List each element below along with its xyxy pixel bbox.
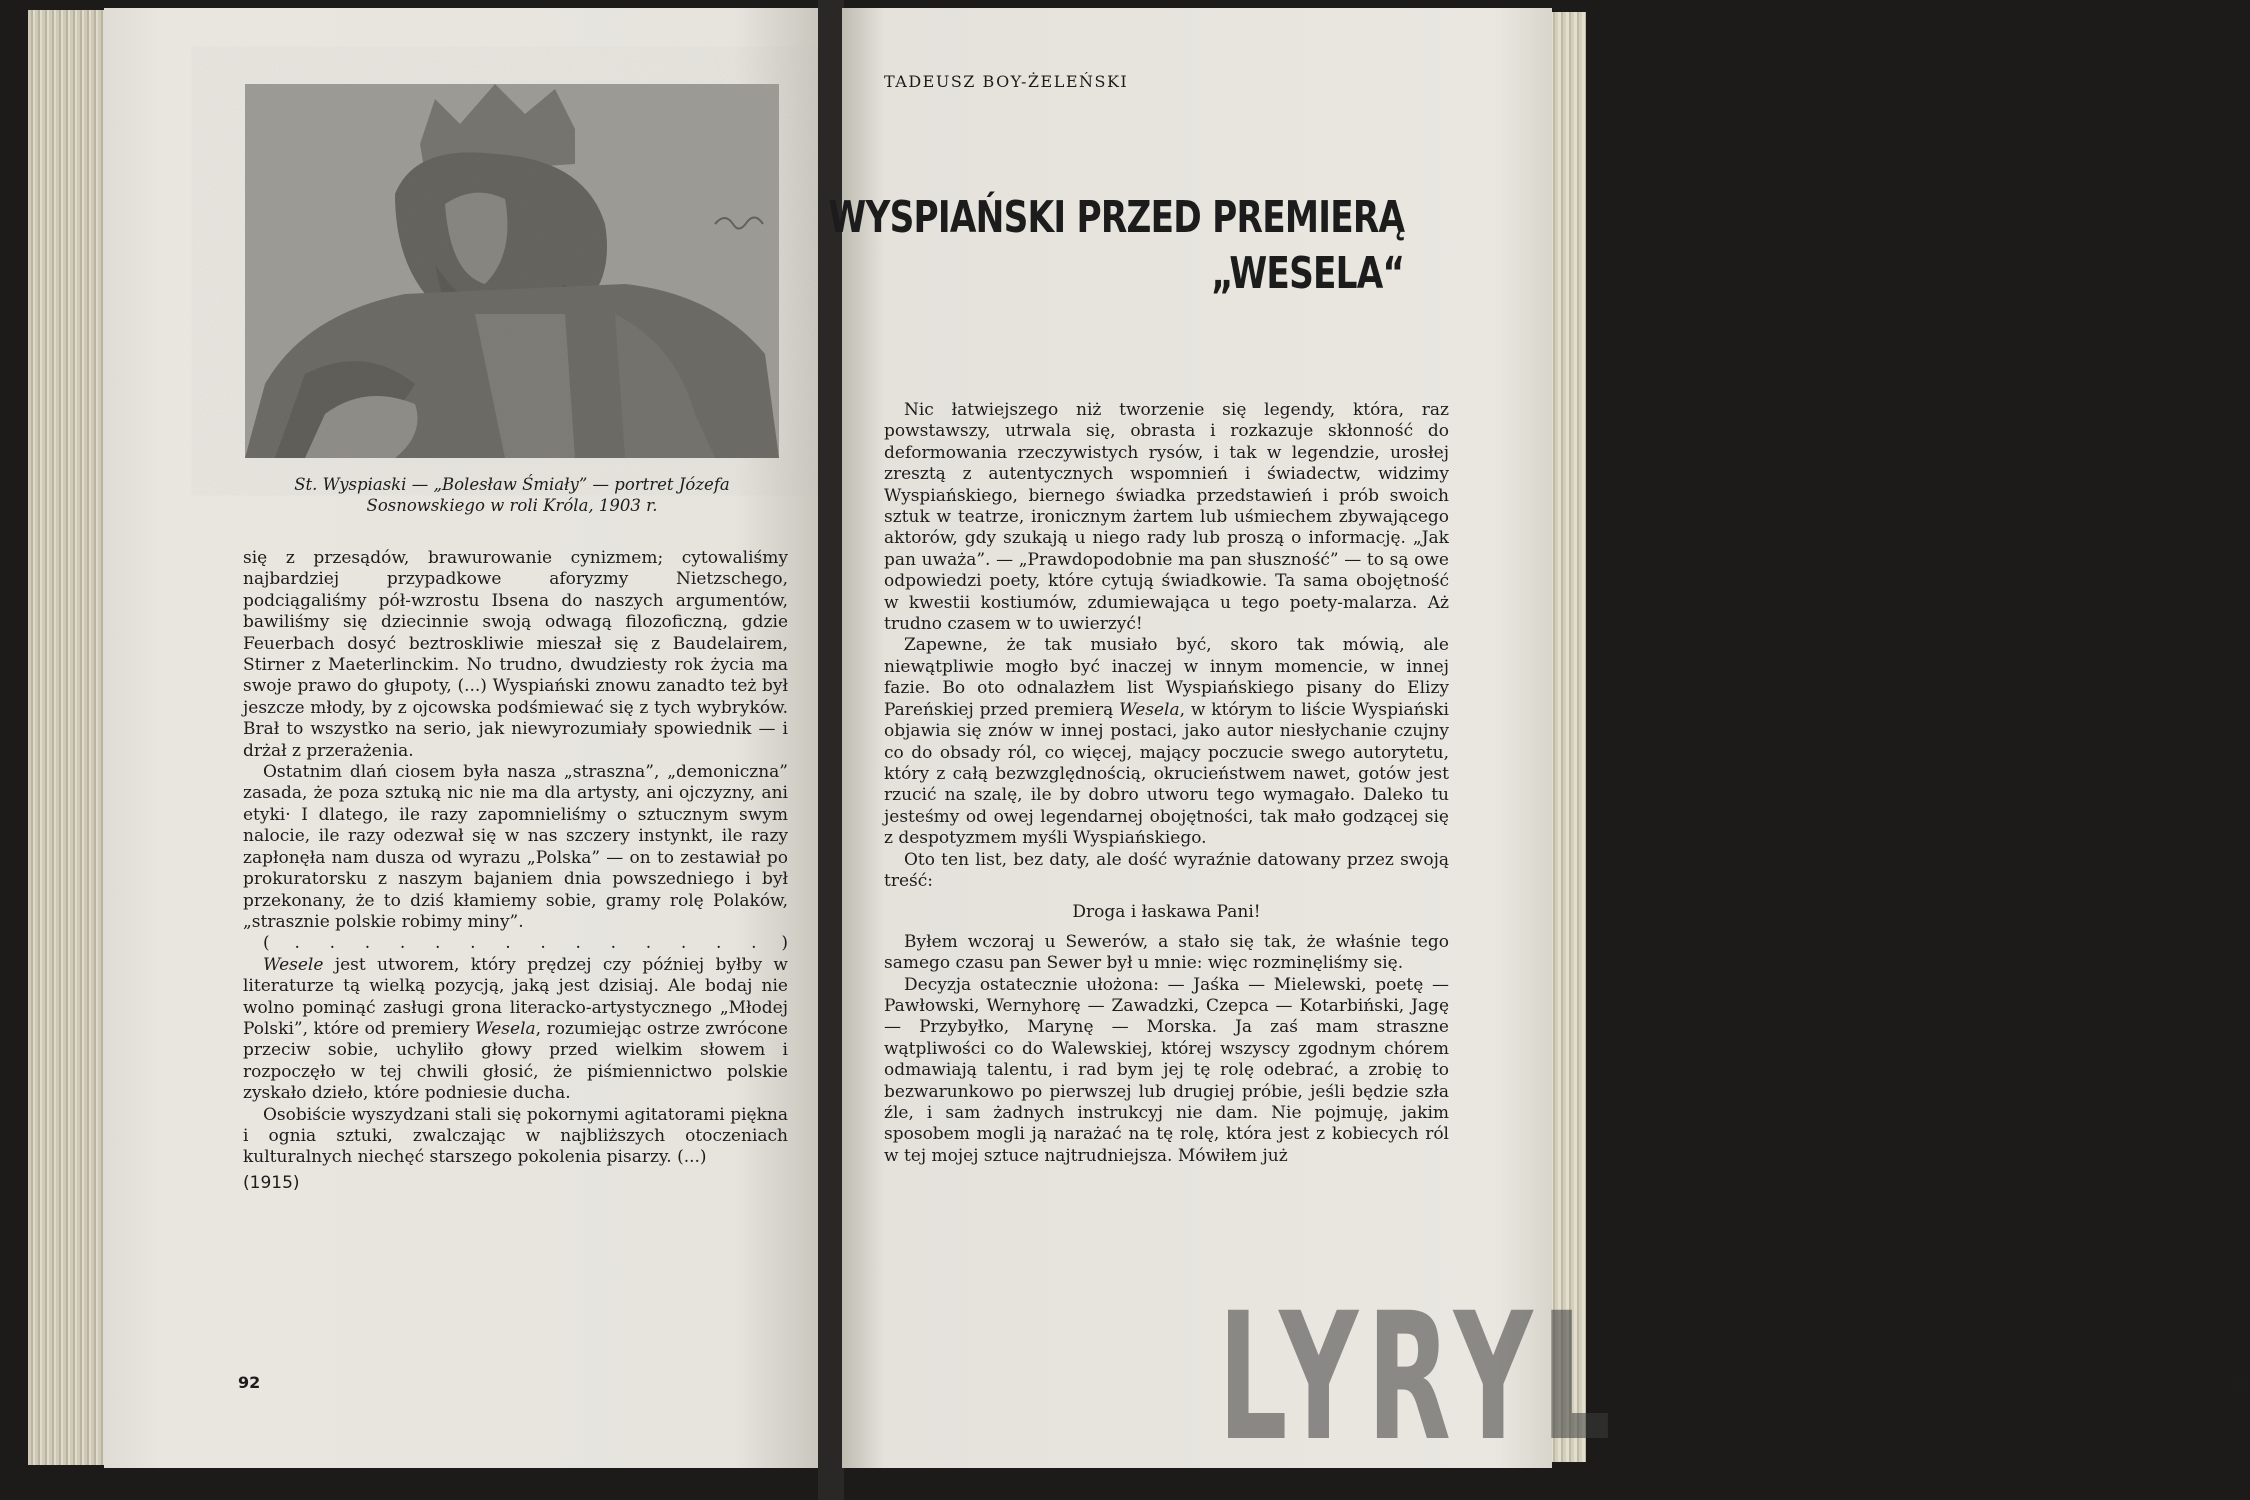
publication-year: (1915) — [243, 1172, 300, 1193]
right-paragraph-1: Nic łatwiejszego niż tworzenie się legendy, która, raz powstawszy, utrwala się, obrasta i rozkazuje skłonność do deformowania rzeczywistych rysów, i tak w legendzie, urosłej zresztą z autentycznych wspomnień i świadectw, widzimy Wyspiańskiego, biernego świadka przedstawień i prób swoich sztuk w teatrze, ironicznym żartem lub uśmiechem zbywającego aktorów, gdy szukają u niego rady lub proszą o informację. „Jak pan uważa”. — „Prawdopodobnie ma pan słuszność” — to są owe odpowiedzi poety, które cytują świadkowie. Ta sama obojętność w kwestii kostiumów, zdumiewająca u tego poety-malarza. Aż trudno czasem w to uwierzyć! — [884, 400, 1449, 635]
ellipsis-open: ( — [263, 933, 270, 954]
ellipsis-dot: . — [540, 933, 546, 954]
ellipsis-dot: . — [294, 933, 300, 954]
ellipsis-dot: . — [399, 933, 406, 954]
left-paragraph-1: się z przesądów, brawurowanie cynizmem; cytowaliśmy najbardziej przypadkowe aforyzmy Nietzschego, podciągaliśmy pół-wzrostu Ibsena do naszych argumentów, bawiliśmy się dziecinnie swoją odwagą filozoficzną, gdzie Feuerbach dosyć beztroskliwie mieszał się z Baudelairem, Stirner z Maeterlinckim. No trudno, dwudziesty rok życia ma swoje prawo do głupoty, (...) Wyspiański znowu zanadto też był jeszcze młody, by z ojcowska podśmiewać się z tych wybryków. Brał to wszystko na serio, jak niewyrozumiały spowiednik — i drżał z przerażenia. — [243, 548, 788, 761]
italic-title-word: Wesela — [475, 1018, 536, 1039]
page-edges-left — [28, 10, 108, 1465]
left-paragraph-3: Wesele jest utworem, który prędzej czy później byłby w literaturze tą wielką pozycją, jaką jest dzisiaj. Ale bodaj nie wolno pominąć zasługi grona literacko-artystycznego „Młodej Polski”, które od premiery Wesela, rozumiejąc ostrze zwrócone przeciw sobie, uchyliło głowy przed wielkim słowem i rozpoczęło w tej chwili głosić, że piśmiennictwo polskie zyskało dzieło, które podniesie ducha. — [243, 954, 788, 1104]
ellipsis-dot: . — [575, 933, 581, 954]
ellipsis-dot: . — [716, 933, 722, 954]
left-body-text — [243, 548, 788, 1194]
caption-line-1: St. Wyspiaski — „Bolesław Śmiały” — portret Józefa — [294, 475, 730, 494]
ellipsis-close: ) — [781, 933, 789, 954]
left-paragraph-4: Osobiście wyszydzani stali się pokornymi agitatorami piękna i ognia sztuki, zwalczając w najbliższych otoczeniach kulturalnych niechęć starszego pokolenia pisarzy. (...) — [243, 1104, 788, 1168]
ellipsis-line — [243, 933, 788, 954]
page-number-left: 92 — [238, 1373, 261, 1392]
ellipsis-dot: . — [435, 933, 441, 954]
portrait-drawing-icon — [245, 84, 779, 458]
ellipsis-dot: . — [505, 933, 511, 954]
italic-title-word: Wesela — [1119, 699, 1180, 720]
ellipsis-dot: . — [645, 933, 652, 954]
caption-line-2: Sosnowskiego w roli Króla, 1903 r. — [366, 496, 658, 515]
left-page — [104, 8, 820, 1468]
page-number-right: 93 — [2228, 1375, 2250, 1394]
page-edges-right — [1550, 12, 1586, 1462]
ellipsis-dot: . — [751, 933, 757, 954]
right-paragraph-3: Oto ten list, bez daty, ale dość wyraźnie datowany przez swoją treść: — [884, 849, 1449, 891]
letter-paragraph-1: Byłem wczoraj u Sewerów, a stało się tak, że właśnie tego samego czasu pan Sewer był u mnie: więc rozminęliśmy się. — [884, 931, 1449, 974]
portrait-illustration — [245, 84, 779, 458]
illustration-caption — [234, 474, 790, 516]
letter-paragraph-2: Decyzja ostatecznie ułożona: — Jaśka — Mielewski, poetę — Pawłowski, Wernyhorę — Zawadzki, Czepca — Kotarbiński, Jagę — Przybyłko, Marynę — Morska. Ja zaś mam straszne wątpliwości co do Walewskiej, której wszyscy zgodnym chórem odmawiają talentu, i rad bym jej tę rolę odebrać, a zrobię to bezwarunkowo po pierwszej lub drugiej próbie, jeśli będzie szła źle, i sam żadnych instrukcyj nie dam. Nie pojmuję, jakim sposobem mogli ją narażać na tę rolę, która jest z kobiecych ról w tej mojej sztuce najtrudniejsza. Mówiłem już — [884, 974, 1449, 1166]
ellipsis-dot: . — [470, 933, 476, 954]
chapter-title — [828, 190, 1404, 302]
chapter-title-line-1: WYSPIAŃSKI PRZED PREMIERĄ — [828, 192, 1404, 243]
lyryl-watermark: LYRYL — [1218, 1275, 1620, 1480]
letter-salutation: Droga i łaskawa Pani! — [1072, 902, 1261, 923]
ellipsis-dot: . — [329, 933, 336, 954]
ellipsis-dot: . — [680, 933, 687, 954]
ellipsis-dot: . — [610, 933, 617, 954]
italic-title-word: Wesele — [263, 954, 324, 975]
chapter-title-line-2: „WESELA“ — [1210, 248, 1404, 299]
right-body-text — [884, 400, 1449, 1167]
left-paragraph-2: Ostatnim dlań ciosem była nasza „straszna”, „demoniczna” zasada, że poza sztuką nic nie ma dla artysty, ani ojczyzny, ani etyki· I dlatego, ile razy zapomnieliśmy o sztucznym swym nalocie, ile razy odezwał się w nas szczery instynkt, ile razy zapłonęła nam dusza od wyrazu „Polska” — on to zestawiał po prokuratorsku z naszym bajaniem dnia powszedniego i był przekonany, że to dziś kłamiemy sobie, gramy rolę Polaków, „strasznie polskie robimy miny”. — [243, 762, 788, 932]
right-paragraph-2: Zapewne, że tak musiało być, skoro tak mówią, ale niewątpliwie mogło być inaczej w innym momencie, w innej fazie. Bo oto odnalazłem list Wyspiańskiego pisany do Elizy Pareńskiej przed premierą Wesela, w którym to liście Wyspiański objawia się znów w innej postaci, jako autor niesłychanie czujny co do obsady ról, co więcej, mający poczucie swego autorytetu, który z całą bezwzględnością, okrucieństwem nawet, gotów jest rzucić na szalę, ile by dobro utworu tego wymagało. Daleko tu jesteśmy od owej legendarnej obojętności, tak mało godzącej się z despotyzmem myśli Wyspiańskiego. — [884, 635, 1449, 849]
right-page — [828, 8, 2250, 1468]
ellipsis-dot: . — [364, 933, 371, 954]
running-head: TADEUSZ BOY-ŻELEŃSKI — [884, 72, 1129, 91]
